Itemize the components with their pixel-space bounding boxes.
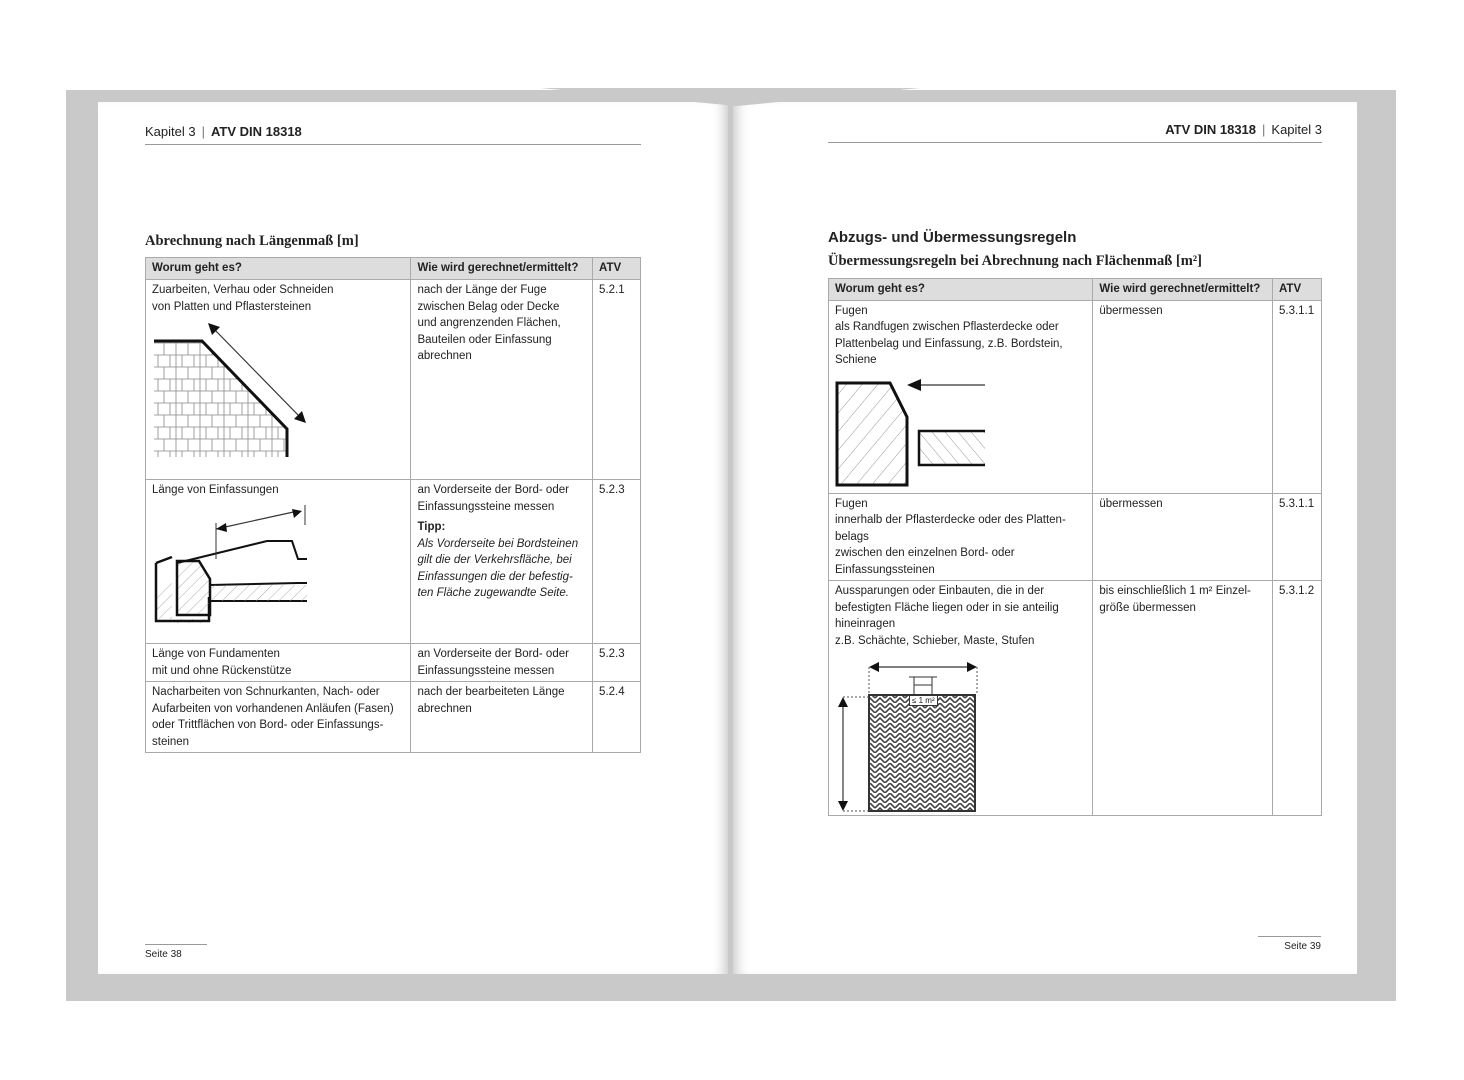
cell-text: von Platten und Pflastersteinen — [152, 300, 312, 313]
cell-text: und angrenzenden Flächen, — [417, 317, 561, 329]
cell-text: Einfassungssteine messen — [417, 500, 555, 513]
cell-text: an Vorderseite der Bord- oder — [417, 484, 569, 496]
cell-text: befestigten Fläche liegen oder in sie anteilig — [835, 601, 1059, 614]
chapter-label: Kapitel 3 — [1271, 122, 1322, 137]
cell-text: hineinragen — [835, 618, 896, 630]
atv-reference: 5.3.1.1 — [1272, 300, 1321, 493]
cell-text: Fugen — [835, 304, 868, 317]
section-title: Übermessungsregeln bei Abrechnung nach Flächenmaß [m²] — [828, 253, 1202, 269]
edge-joint-diagram — [835, 379, 995, 491]
table-row — [829, 493, 1322, 581]
cell-text: als Randfugen zwischen Pflasterdecke oder — [835, 321, 1059, 333]
cell-text: Fugen — [835, 497, 868, 510]
column-header: ATV — [593, 258, 641, 280]
cell-text: abrechnen — [417, 350, 472, 362]
cell-text: nach der bearbeiteten Länge — [417, 686, 565, 698]
page-number: Seite 38 — [145, 944, 207, 960]
cell-text: Länge von Fundamenten — [152, 648, 280, 660]
cell-text: Zuarbeiten, Verhau oder Schneiden — [152, 284, 334, 296]
cell-text: nach der Länge der Fuge — [417, 284, 547, 296]
curb-length-diagram — [152, 501, 322, 631]
table-row — [829, 581, 1322, 816]
column-header: Wie wird gerechnet/ermittelt? — [1093, 279, 1273, 301]
cell-text: an Vorderseite der Bord- oder — [417, 648, 569, 660]
atv-reference: 5.2.1 — [593, 280, 641, 480]
tip-text: gilt die der Verkehrsfläche, bei — [417, 554, 572, 566]
atv-reference: 5.2.4 — [593, 682, 641, 753]
cell-text: Aufarbeiten von vorhandenen Anläufen (Fasen) — [152, 702, 394, 715]
cell-text: zwischen den einzelnen Bord- oder — [835, 547, 1015, 559]
left-page-header: Kapitel 3 | ATV DIN 18318 — [145, 124, 641, 145]
figure-label: ≤ 1 m² — [909, 695, 938, 706]
page-number: Seite 39 — [1258, 936, 1321, 952]
left-table — [145, 257, 641, 753]
cell-text: übermessen — [1093, 300, 1273, 493]
recess-diagram — [835, 653, 985, 813]
atv-reference: 5.3.1.2 — [1272, 581, 1321, 816]
cell-text: zwischen Belag oder Decke — [417, 300, 560, 313]
right-page-header: ATV DIN 18318 | Kapitel 3 — [828, 122, 1322, 143]
cell-text: bis einschließlich 1 m² Einzel- — [1099, 585, 1251, 597]
cell-text: z.B. Schächte, Schieber, Maste, Stufen — [835, 634, 1035, 647]
header-title: ATV DIN 18318 — [1165, 122, 1257, 137]
atv-reference: 5.3.1.1 — [1272, 493, 1321, 581]
right-table — [828, 278, 1322, 816]
page-heading: Abzugs- und Übermessungsregeln — [828, 229, 1077, 246]
cell-text: Einfassungssteine messen — [417, 664, 555, 677]
cell-text: Länge von Einfassungen — [152, 484, 279, 496]
tip-text: Als Vorderseite bei Bordsteinen — [417, 537, 579, 550]
column-header: Wie wird gerechnet/ermittelt? — [411, 258, 593, 280]
tip-text: ten Fläche zugewandte Seite. — [417, 587, 569, 599]
cell-text: mit und ohne Rückenstütze — [152, 664, 292, 677]
cell-text: steinen — [152, 735, 190, 748]
column-header: Worum geht es? — [146, 258, 411, 280]
cell-text: belags — [835, 530, 869, 543]
tip-text: Einfassungen die der befestig- — [417, 570, 573, 583]
cut-paving-diagram — [152, 319, 322, 459]
cell-text: größe übermessen — [1099, 601, 1196, 614]
cell-text: abrechnen — [417, 702, 472, 715]
cell-text: innerhalb der Pflasterdecke oder des Platten- — [835, 514, 1066, 526]
section-title: Abrechnung nach Längenmaß [m] — [145, 233, 359, 249]
table-row — [146, 644, 641, 682]
table-row — [146, 280, 641, 480]
tip-label: Tipp: — [417, 521, 446, 533]
table-row — [146, 480, 641, 644]
column-header: ATV — [1272, 279, 1321, 301]
header-title: ATV DIN 18318 — [210, 124, 302, 139]
cell-text: Einfassungssteinen — [835, 563, 935, 576]
atv-reference: 5.2.3 — [593, 480, 641, 644]
cell-text: Nacharbeiten von Schnurkanten, Nach- oder — [152, 686, 380, 698]
cell-text: übermessen — [1093, 493, 1273, 581]
column-header: Worum geht es? — [829, 279, 1093, 301]
cell-text: Aussparungen oder Einbauten, die in der — [835, 585, 1045, 597]
cell-text: Plattenbelag und Einfassung, z.B. Bordstein, — [835, 337, 1063, 350]
table-row — [829, 300, 1322, 493]
table-row — [146, 682, 641, 753]
cell-text: oder Trittflächen von Bord- oder Einfassungs- — [152, 719, 384, 731]
atv-reference: 5.2.3 — [593, 644, 641, 682]
cell-text: Bauteilen oder Einfassung — [417, 333, 552, 346]
cell-text: Schiene — [835, 354, 877, 366]
chapter-label: Kapitel 3 — [145, 124, 196, 139]
